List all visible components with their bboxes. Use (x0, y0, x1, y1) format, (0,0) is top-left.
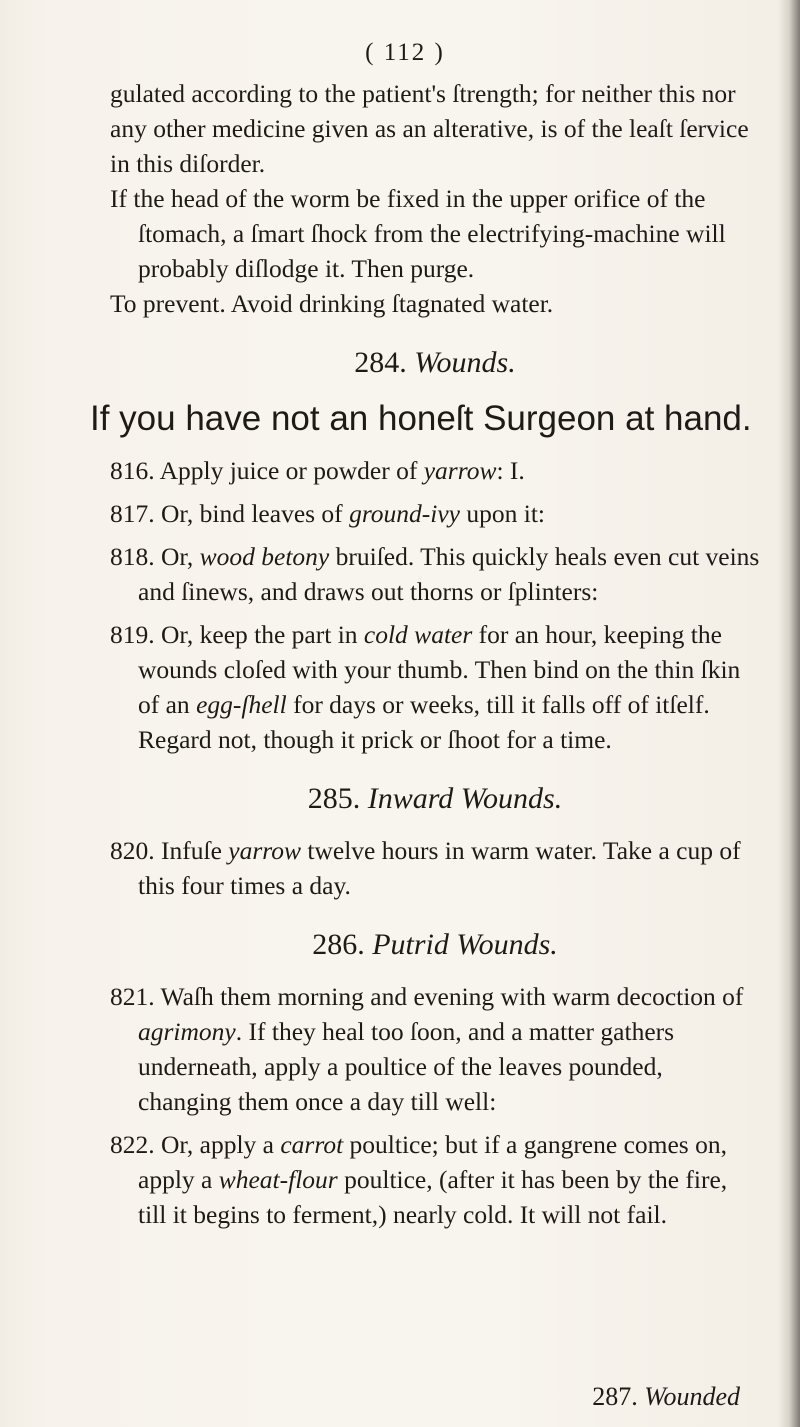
entry-number: 817. (110, 499, 155, 528)
page-content (90, 30, 760, 1232)
entry-819 (110, 617, 760, 757)
entry-italic: carrot (280, 1130, 344, 1159)
entry-italic: wheat-flour (218, 1165, 338, 1194)
section-284-subheading: If you have not an honeſt Surgeon at hand. (90, 399, 752, 438)
entry-text: for days or weeks, till it falls off of itſelf. Regard not, though it prick or ſhoot for a time. (138, 690, 710, 754)
entry-italic: egg-ſhell (196, 690, 287, 719)
entry-text: Infuſe (161, 836, 229, 865)
entry-number: 816. (110, 456, 155, 485)
entry-italic: wood betony (199, 542, 330, 571)
entry-text: Or, bind leaves of (161, 499, 350, 528)
section-title: Inward Wounds. (367, 782, 563, 815)
section-284-heading (110, 343, 760, 383)
intro-paragraph-2: If the head of the worm be fixed in the upper orifice of the ſtomach, a ſmart ſhock from the electrifying-machine will probably diſlodge it. Then purge. (110, 184, 726, 283)
entry-italic: cold water (363, 620, 473, 649)
entry-817 (110, 496, 760, 531)
prevent-text: Avoid drinking ſtagnated water. (230, 289, 554, 318)
entry-820 (110, 833, 760, 903)
entry-number: 822. (110, 1130, 155, 1159)
catchword-number: 287. (592, 1382, 638, 1411)
section-286-heading (110, 925, 760, 965)
entry-number: 818. (110, 542, 155, 571)
entry-822 (110, 1127, 760, 1232)
entry-text: : I. (496, 456, 525, 485)
section-number: 284. (354, 346, 407, 379)
catchword-text: Wounded (644, 1382, 740, 1411)
entry-italic: yarrow (423, 456, 497, 485)
prevent-label: To prevent. (110, 289, 226, 318)
intro-paragraph-1: gulated according to the patient's ſtrength; for neither this nor any other medicine given as an alterative, is of the leaſt ſervice in this diſorder. (110, 79, 749, 178)
entry-italic: yarrow (228, 836, 301, 865)
catchword (592, 1382, 740, 1412)
entry-text: Or, keep the part in (161, 620, 364, 649)
entry-number: 821. (110, 982, 155, 1011)
entry-text: for an hour, keeping the wounds cloſed with your thumb. Then bind on the thin ſkin of an (138, 620, 741, 719)
entry-text: Apply juice or powder of (159, 456, 424, 485)
entry-italic: ground-ivy (349, 499, 461, 528)
section-285-heading (110, 779, 760, 819)
section-title: Putrid Wounds. (372, 928, 558, 961)
page-number: ( 112 ) (365, 39, 445, 66)
entry-number: 819. (110, 620, 155, 649)
entry-text: poultice; but if a gangrene comes on, apply a (138, 1130, 727, 1194)
entry-text: bruiſed. This quickly heals even cut veins and ſinews, and draws out thorns or ſplinters: (138, 542, 760, 606)
entry-italic: agrimony (138, 1017, 236, 1046)
section-number: 286. (312, 928, 365, 961)
entry-text: upon it: (460, 499, 546, 528)
entry-text: twelve hours in warm water. Take a cup of this four times a day. (138, 836, 741, 900)
entry-821 (110, 979, 760, 1119)
entry-818 (110, 539, 760, 609)
entry-text: Or, (161, 542, 200, 571)
section-number: 285. (307, 782, 361, 815)
entry-816 (110, 453, 760, 488)
prevent-line (110, 286, 760, 321)
entry-text: Waſh them morning and evening with warm decoction of (160, 982, 744, 1011)
entry-text: poultice, (after it has been by the fire, till it begins to ferment,) nearly cold. It will not fail. (138, 1165, 728, 1229)
page-edge-shadow (778, 0, 800, 1427)
entry-text: . If they heal too ſoon, and a matter gathers underneath, apply a poultice of the leaves pounded, changing them once a day till well: (138, 1017, 675, 1116)
section-title: Wounds. (414, 346, 516, 379)
entry-number: 820. (110, 836, 155, 865)
entry-text: Or, apply a (161, 1130, 281, 1159)
